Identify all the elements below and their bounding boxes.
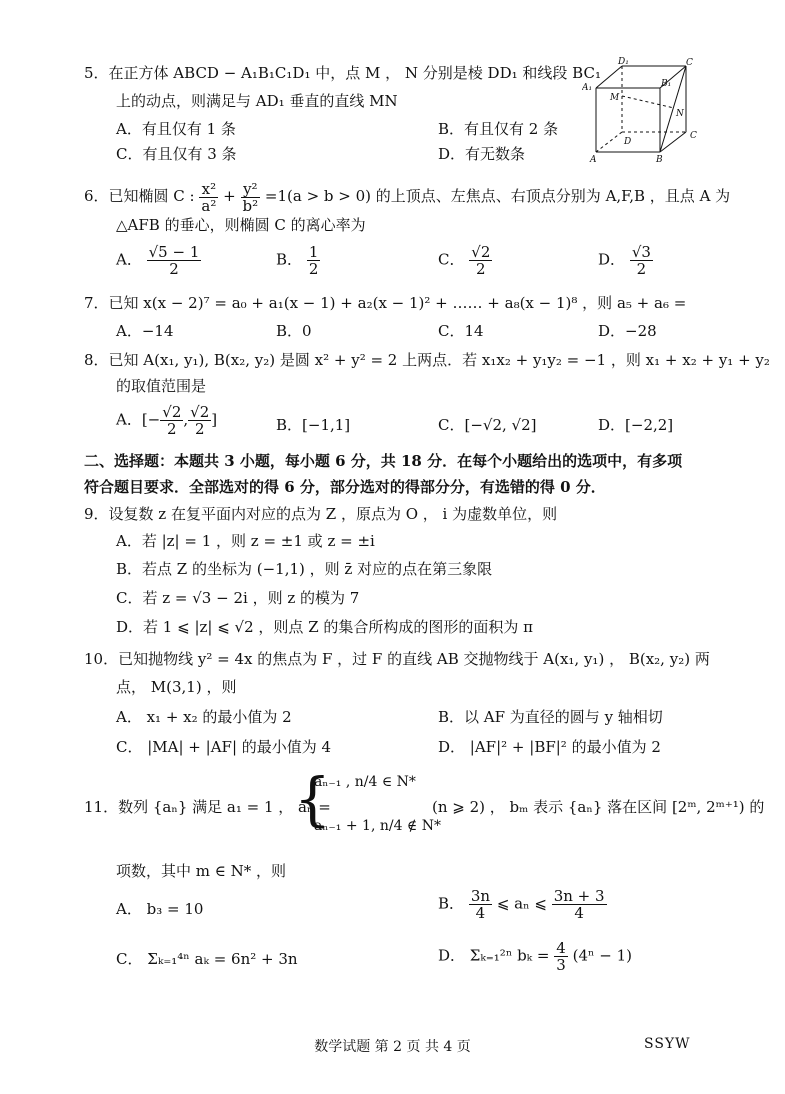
q8-line1: 8．已知 A(x₁, y₁), B(x₂, y₂) 是圆 x² + y² = 2 上两点．若 x₁x₂ + y₁y₂ = −1 ，则 x₁ + x₂ + y₁ + y₂ (84, 351, 770, 369)
q7-option-d: D．−28 (598, 322, 657, 340)
q11-lead: 11．数列 {aₙ} 满足 a₁ = 1 ， aₙ = (84, 798, 331, 816)
q10-line2: 点， M(3,1) ，则 (116, 678, 237, 696)
label-d1: D₁ (618, 57, 629, 67)
label-a1: A₁ (582, 83, 593, 93)
q11-case2: aₙ₋₁ + 1, n/4 ∉ N* (314, 818, 441, 834)
label-b: B (656, 155, 663, 165)
q6-option-d: D． $\frac{√3}{2}$ (598, 243, 651, 278)
q5-option-a: A．有且仅有 1 条 (116, 120, 236, 138)
q5-option-c: C．有且仅有 3 条 (116, 145, 237, 163)
q11-option-a: A． b₃ = 10 (116, 900, 204, 918)
q10-line1: 10．已知抛物线 y² = 4x 的焦点为 F ，过 F 的直线 AB 交抛物线于 A(x₁, y₁) ， B(x₂, y₂) 两 (84, 650, 710, 668)
q9-option-a: A．若 |z| = 1 ，则 z = ±1 或 z = ±i (116, 532, 375, 550)
q8-line2: 的取值范围是 (116, 377, 207, 395)
label-c: C (690, 131, 697, 141)
q7-option-a: A．−14 (116, 322, 174, 340)
cube-edge-ad (596, 132, 622, 152)
q7-line1: 7．已知 x(x − 2)⁷ = a₀ + a₁(x − 1) + a₂(x − 1)² + …… + a₈(x − 1)⁸ ，则 a₅ + a₆ = (84, 294, 687, 312)
q9-option-b: B．若点 Z 的坐标为 (−1,1) ，则 z̄ 对应的点在第三象限 (116, 560, 493, 578)
q6-line1: 6．已知椭圆 C : $\frac{\text{x²}}{\text{a²}}$ + $\frac{\text{y²}}{\text{b²}}$ =1(a > b > 0) 的上顶点、左焦点、右顶点分别为 A,F,B ，且点 A 为 (84, 179, 731, 215)
q8-option-b: B．[−1,1] (276, 416, 351, 434)
q6-frac-y: $\frac{\text{y²}}{\text{b²}}$ (242, 179, 259, 215)
q6-option-c: C． $\frac{√2}{2}$ (438, 243, 491, 278)
q9-option-c: C．若 z = √3 − 2i ，则 z 的模为 7 (116, 589, 360, 607)
q11-tail: (n ⩾ 2) ， bₘ 表示 {aₙ} 落在区间 [2ᵐ, 2ᵐ⁺¹) 的 (432, 798, 765, 816)
q11-case1: aₙ₋₁ , n/4 ∈ N* (314, 774, 416, 790)
label-b1: B₁ (661, 79, 672, 89)
q5-option-d: D．有无数条 (438, 145, 526, 163)
q5-option-b: B．有且仅有 2 条 (438, 120, 559, 138)
q10-option-a: A． x₁ + x₂ 的最小值为 2 (116, 708, 292, 726)
q9-line1: 9．设复数 z 在复平面内对应的点为 Z ，原点为 O ， i 为虚数单位，则 (84, 505, 558, 523)
q10-option-d: D． |AF|² + |BF|² 的最小值为 2 (438, 738, 661, 756)
q7-option-b: B．0 (276, 322, 312, 340)
label-d: D (624, 137, 632, 147)
label-c1: C (686, 58, 693, 68)
cube-edge-a1d1 (596, 66, 622, 88)
section2-line2: 符合题目要求．全部选对的得 6 分，部分选对的得部分分，有选错的得 0 分． (84, 478, 606, 496)
q6-lead: 6．已知椭圆 C : (84, 187, 195, 205)
q10-option-b: B．以 AF 为直径的圆与 y 轴相切 (438, 708, 663, 726)
q8-option-c: C．[−√2, √2] (438, 416, 537, 434)
q6-frac-x: $\frac{\text{x²}}{\text{a²}}$ (201, 179, 217, 215)
q5-line1: 5．在正方体 ABCD − A₁B₁C₁D₁ 中，点 M ， N 分别是棱 DD₁ 和线段 BC₁ (84, 64, 601, 82)
q6-tail: =1(a > b > 0) 的上顶点、左焦点、右顶点分别为 A,F,B ，且点 A 为 (264, 187, 731, 205)
cube-edge-bc (660, 132, 686, 152)
q6-line2: △AFB 的垂心，则椭圆 C 的离心率为 (116, 216, 366, 234)
q11-option-b: B． $\frac{3n}{4}$ ⩽ aₙ ⩽ $\frac{3n + 3}{4}$ (438, 887, 605, 922)
q8-option-d: D．[−2,2] (598, 416, 674, 434)
label-a: A (590, 155, 597, 165)
q11-line2: 项数，其中 m ∈ N* ，则 (116, 862, 287, 880)
q11-option-d: D． Σₖ₌₁²ⁿ bₖ = $\frac{4}{3}$ (4ⁿ − 1) (438, 939, 632, 974)
section2-line1: 二、选择题：本题共 3 小题，每小题 6 分，共 18 分．在每个小题给出的选项中，有多项 (84, 452, 683, 470)
q6-option-b: B． $\frac{1}{2}$ (276, 243, 319, 278)
paper-code: SSYW (644, 1036, 691, 1052)
q5-line2: 上的动点，则满足与 AD₁ 垂直的直线 MN (116, 92, 398, 110)
label-n: N (676, 109, 684, 119)
page-footer: 数学试题 第 2 页 共 4 页 (314, 1039, 471, 1055)
q6-option-a: A． $\frac{√5 - 1}{2}$ (116, 243, 200, 278)
label-m: M (610, 93, 620, 103)
q9-option-d: D．若 1 ⩽ |z| ⩽ √2 ，则点 Z 的集合所构成的图形的面积为 π (116, 618, 534, 636)
q11-option-c: C． Σₖ₌₁⁴ⁿ aₖ = 6n² + 3n (116, 950, 298, 968)
q11-brace: { (294, 765, 331, 833)
q10-option-c: C． |MA| + |AF| 的最小值为 4 (116, 738, 332, 756)
cube-figure (582, 56, 702, 166)
q8-option-a: A．[− $\frac{√2}{2}$ , $\frac{√2}{2}$ ] (116, 403, 218, 438)
segment-mn (622, 96, 674, 108)
q7-option-c: C．14 (438, 322, 484, 340)
